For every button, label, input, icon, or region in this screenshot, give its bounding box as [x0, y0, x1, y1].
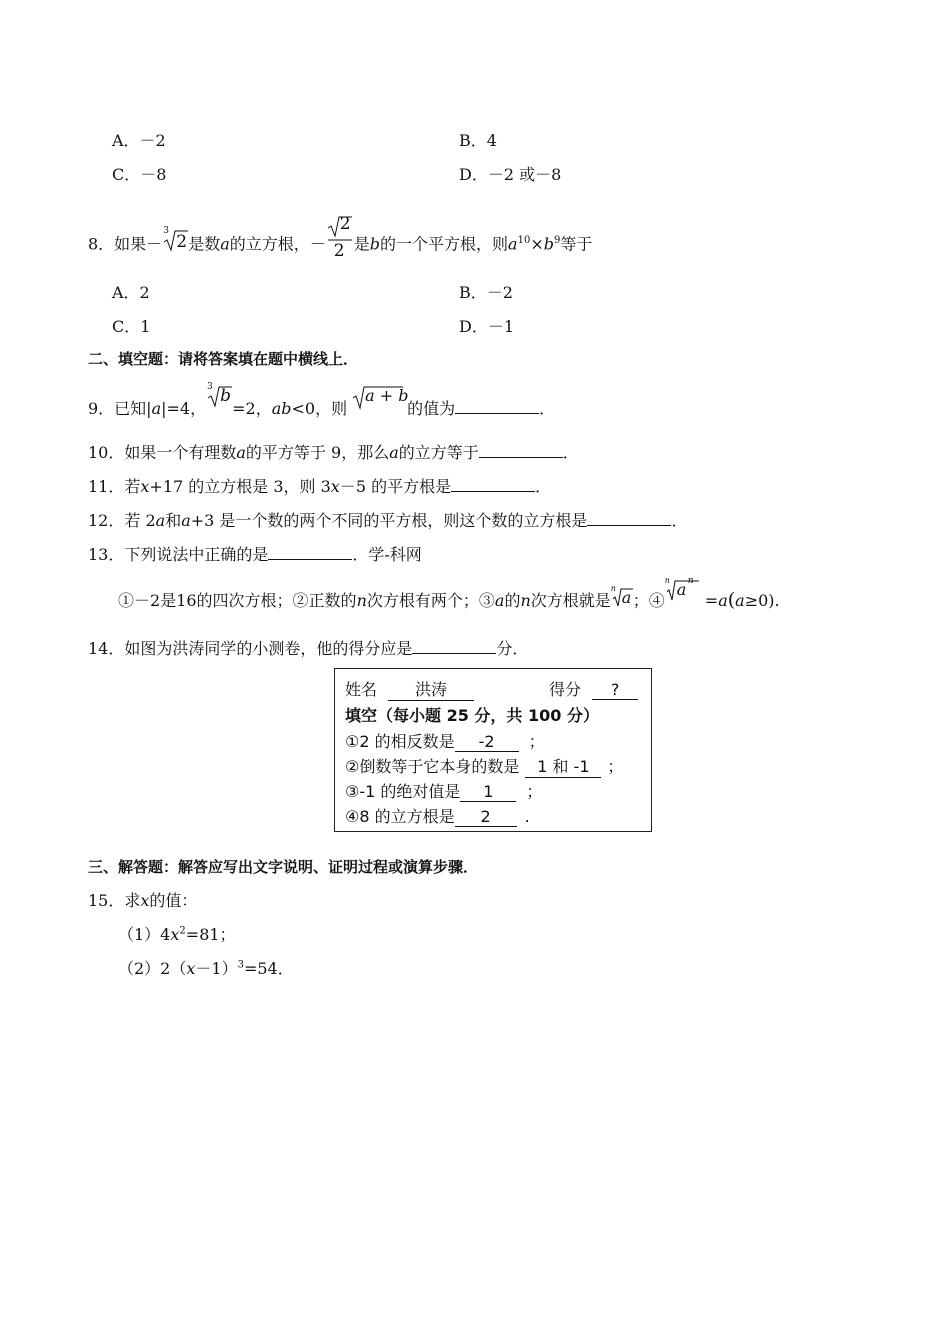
card-item-3: ③-1 的绝对值是 1 ； [345, 782, 543, 801]
card-item-4: ④8 的立方根是 2 . [345, 807, 530, 826]
question-13-statements: ①－2是16的四次方根；②正数的n次方根有两个；③a的n次方根就是 n a ；④ n a n =a(a≥0). [118, 576, 780, 611]
nth-root-a-to-n: n a n [665, 588, 699, 606]
section-3-heading: 三、解答题：解答应写出文字说明、证明过程或演算步骤． [88, 858, 479, 876]
cube-root-2: 3 2 [163, 225, 188, 252]
option-a: A．－2 [112, 131, 166, 150]
name-value: 洪涛 [388, 677, 474, 701]
nth-root-a: n a [610, 584, 632, 607]
question-15-part-1: $(1)4x^2=81$； [118, 925, 236, 944]
card-item-1: ①2 的相反数是 -2 ； [345, 732, 545, 751]
sqrt-a-plus-b: a + b [351, 394, 403, 414]
card-name-row: 姓名 洪涛 [345, 677, 474, 701]
option-c: C．－8 [112, 165, 167, 184]
question-9: 9．已知|a|=4， 3 b =2，ab<0，则 a + b 的值为 ． [88, 382, 556, 418]
question-14: 14．如图为洪涛同学的小测卷，他的得分应是 分． [88, 639, 529, 658]
option-d: D．－2 或－8 [459, 165, 562, 184]
question-12: 12．若 2a和a+3 是一个数的两个不同的平方根，则这个数的立方根是 ． [88, 511, 688, 530]
question-13: 13．下列说法中正确的是 ．学-科网 [88, 545, 422, 564]
option-c: C．1 [112, 317, 151, 336]
card-heading: 填空（每小题 25 分，共 100 分） [345, 706, 599, 725]
answer-blank[interactable] [268, 545, 352, 560]
quiz-card [334, 668, 652, 832]
question-8: 8．如果－ 3 2 是数a的立方根，－ 2 2 是b的一个平方根，则$a^{10}\times b^9$等于 [88, 220, 592, 270]
option-a: A．2 [112, 283, 150, 302]
answer-blank[interactable] [455, 399, 539, 414]
card-item-2: ②倒数等于它本身的数是 1 和 -1 ； [345, 754, 623, 778]
fraction-root2-over-2: 2 2 [326, 214, 354, 264]
question-15-part-2: $(2)2(x-1)^3=54$． [118, 959, 294, 978]
card-score-row: 得分 ? [549, 677, 638, 700]
question-15: 15．求x的值： [88, 891, 198, 910]
answer-blank[interactable] [451, 477, 535, 492]
answer-blank[interactable] [587, 511, 671, 526]
option-b: B．4 [459, 131, 497, 150]
score-value: ? [592, 680, 638, 700]
cube-root-b: 3 b [206, 394, 232, 414]
option-d: D．－1 [459, 317, 515, 336]
question-10: 10．如果一个有理数a的平方等于 9，那么a的立方等于 ． [88, 443, 579, 462]
answer-blank[interactable] [479, 443, 563, 458]
section-2-heading: 二、填空题：请将答案填在题中横线上． [88, 350, 359, 368]
question-11: 11．若x+17 的立方根是 3，则 3x－5 的平方根是 ． [88, 477, 552, 496]
option-b: B．－2 [459, 283, 513, 302]
answer-blank[interactable] [412, 639, 496, 654]
